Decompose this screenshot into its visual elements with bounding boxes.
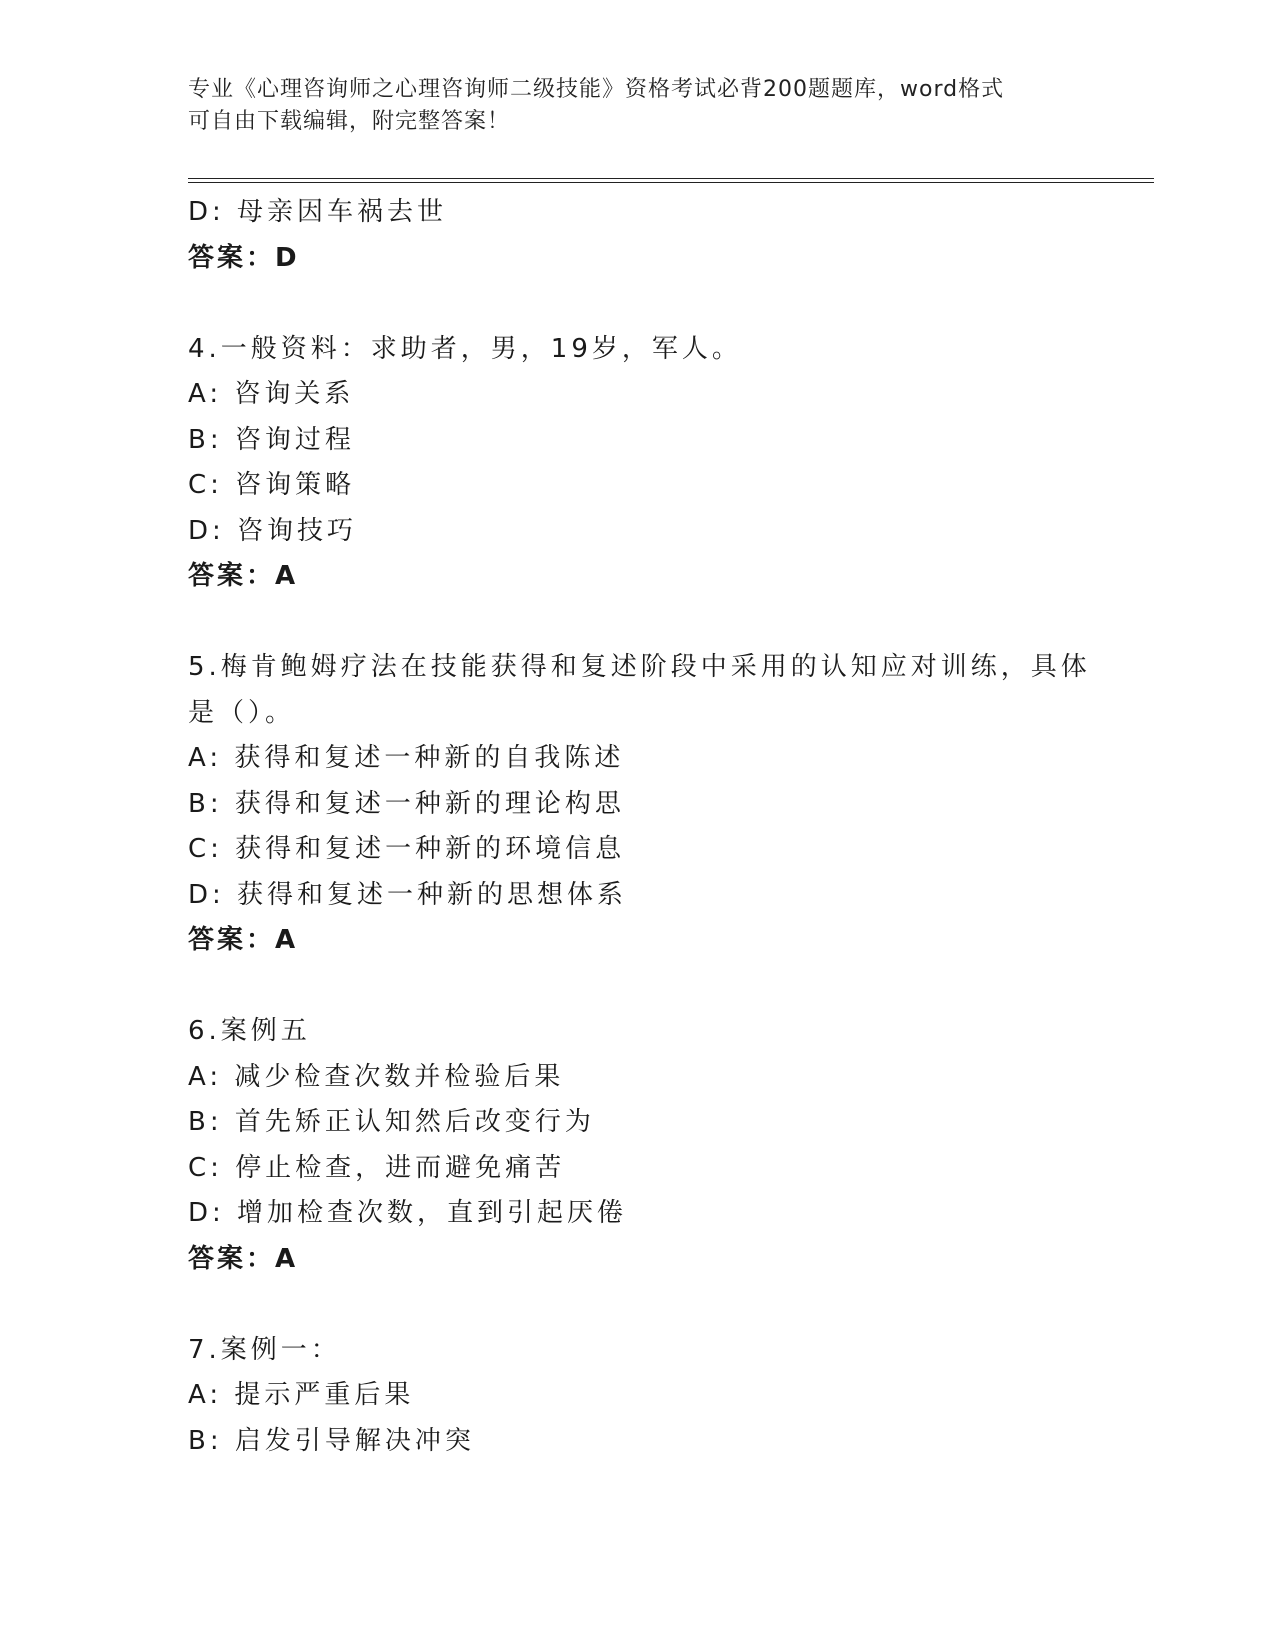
option-d: D: 母亲因车祸去世 <box>188 197 448 227</box>
option-c: C: 获得和复述一种新的环境信息 <box>188 834 626 864</box>
option-b: B: 咨询过程 <box>188 424 355 455</box>
question-stem-6: 6.案例五 <box>188 1016 311 1046</box>
question-stem-7: 7.案例一： <box>188 1334 341 1365</box>
answer-line: 答案：A <box>188 925 299 955</box>
document-header <box>188 74 1088 138</box>
header-double-rule <box>188 178 1154 183</box>
question-stem-5-line-2: 是（）。 <box>188 697 296 728</box>
header-line-1: 专业《心理咨询师之心理咨询师二级技能》资格考试必背200题题库，word格式 <box>188 77 1005 102</box>
option-a: A: 获得和复述一种新的自我陈述 <box>188 743 625 773</box>
option-d: D: 增加检查次数，直到引起厌倦 <box>188 1198 628 1228</box>
option-b: B: 启发引导解决冲突 <box>188 1425 475 1456</box>
answer-line: 答案：D <box>188 242 300 273</box>
spacer <box>188 964 1088 1010</box>
answer-line: 答案：A <box>188 1243 299 1274</box>
answer-line: 答案：A <box>188 561 299 591</box>
option-d: D: 咨询技巧 <box>188 515 358 546</box>
spacer <box>188 1282 1088 1328</box>
option-b: B: 首先矫正认知然后改变行为 <box>188 1107 595 1137</box>
option-a: A: 减少检查次数并检验后果 <box>188 1061 565 1092</box>
header-line-2: 可自由下载编辑，附完整答案！ <box>188 109 511 134</box>
spacer <box>188 600 1088 646</box>
option-c: C: 咨询策略 <box>188 470 356 500</box>
spacer <box>188 281 1088 327</box>
option-c: C: 停止检查，进而避免痛苦 <box>188 1152 566 1183</box>
option-d: D: 获得和复述一种新的思想体系 <box>188 879 628 910</box>
question-stem-4: 4.一般资料：求助者，男，19岁，军人。 <box>188 333 742 364</box>
question-stem-5-line-1: 5.梅肯鲍姆疗法在技能获得和复述阶段中采用的认知应对训练，具体 <box>188 652 1091 682</box>
option-b: B: 获得和复述一种新的理论构思 <box>188 788 625 819</box>
question-list <box>188 190 1091 1464</box>
option-a: A: 咨询关系 <box>188 379 355 409</box>
option-a: A: 提示严重后果 <box>188 1380 415 1410</box>
